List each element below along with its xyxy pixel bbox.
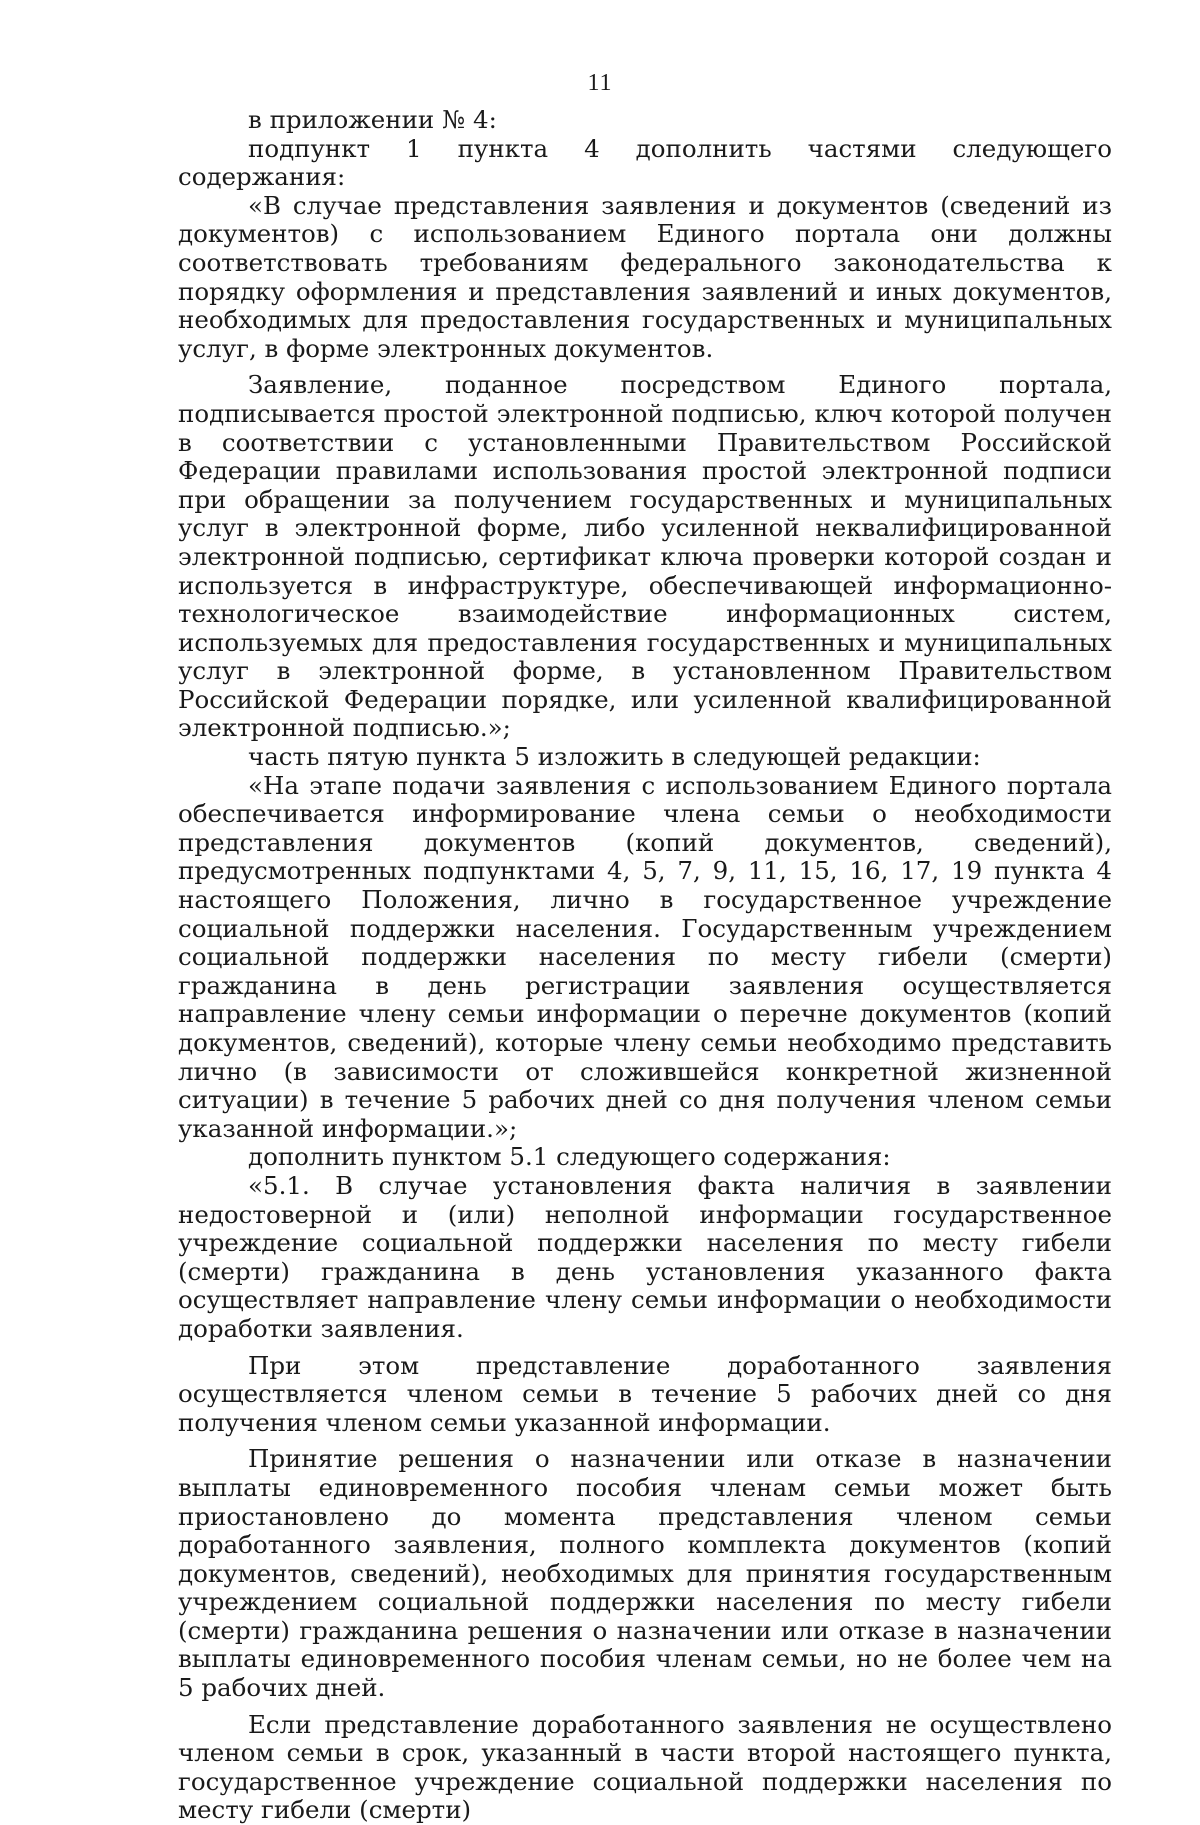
paragraph-failure: Если представление доработанного заявления не осуществлено членом семьи в срок, указанный в части второй настоящего пункта, государственное учреждение социальной поддержки населения по месту гибели (смерти) <box>178 1709 1112 1825</box>
paragraph-quote-submission: «На этапе подачи заявления с использованием Единого портала обеспечивается информирование члена семьи о необходимости представления документов (копий документов, сведений), предусмотренных подпунктами 4, 5, 7, 9, 11, 15, 16, 17, 19 пункта 4 настоящего Положения, лично в государственное учреждение социальной поддержки населения. Государственным учреждением социальной поддержки населения по месту гибели (смерти) гражданина в день регистрации заявления осуществляется направление члену семьи информации о перечне документов (копий документов, сведений), которые члену семьи необходимо представить лично (в зависимости от сложившейся конкретной жизненной ситуации) в течение 5 рабочих дней со дня получения членом семьи указанной информации.»; <box>178 770 1112 1143</box>
paragraph-intro: в приложении № 4: <box>248 105 497 134</box>
paragraph-rework-term: При этом представление доработанного заявления осуществляется членом семьи в течение 5 рабочих дней со дня получения членом семьи указанной информации. <box>178 1350 1112 1437</box>
paragraph-suspension: Принятие решения о назначении или отказе в назначении выплаты единовременного пособия членам семьи может быть приостановлено до момента представления членом семьи доработанного заявления, полного комплекта документов (копий документов, сведений), необходимых для принятия государственным учреждением социальной поддержки населения по месту гибели (смерти) гражданина решения о назначении или отказе в назначении выплаты единовременного пособия членам семьи, но не более чем на 5 рабочих дней. <box>178 1444 1112 1703</box>
document-body <box>178 106 1112 1825</box>
paragraph-subpoint-1: подпункт 1 пункта 4 дополнить частями следующего содержания: <box>178 133 1112 192</box>
paragraph-quote-electronic-docs: «В случае представления заявления и документов (сведений из документов) с использованием Единого портала они должны соответствовать требованиям федерального законодательства к порядку оформления и представления заявлений и иных документов, необходимых для предоставления государственных и муниципальных услуг, в форме электронных документов. <box>178 190 1112 363</box>
paragraph-add-point: дополнить пунктом 5.1 следующего содержания: <box>248 1142 891 1172</box>
paragraph-point-5-1: «5.1. В случае установления факта наличия в заявлении недостоверной и (или) неполной информации государственное учреждение социальной поддержки населения по месту гибели (смерти) гражданина в день установления указанного факта осуществляет направление члену семьи информации о необходимости доработки заявления. <box>178 1170 1112 1343</box>
paragraph-signature: Заявление, поданное посредством Единого портала, подписывается простой электронной подписью, ключ которой получен в соответствии с установленными Правительством Российской Федерации правилами использования простой электронной подписи при обращении за получением государственных и муниципальных услуг в электронной форме, либо усиленной неквалифицированной электронной подписью, сертификат ключа проверки которой создан и используется в инфраструктуре, обеспечивающей информационно-технологическое взаимодействие информационных систем, используемых для предоставления государственных и муниципальных услуг в электронной форме, в установленном Правительством Российской Федерации порядке, или усиленной квалифицированной электронной подписью.»; <box>178 370 1112 743</box>
page-number: 11 <box>587 70 613 96</box>
paragraph-part-five: часть пятую пункта 5 изложить в следующей редакции: <box>248 742 981 772</box>
